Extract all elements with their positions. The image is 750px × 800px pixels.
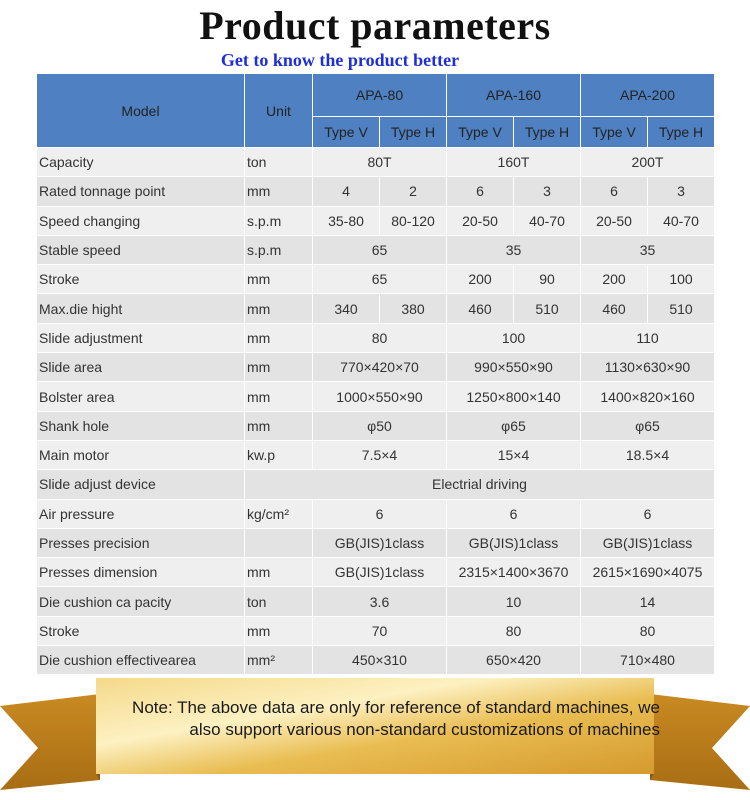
table-cell: 380 — [380, 294, 447, 323]
table-cell: GB(JIS)1class — [313, 558, 447, 587]
table-cell: 990×550×90 — [447, 353, 581, 382]
table-cell: 80T — [313, 148, 447, 177]
table-cell: 35-80 — [313, 206, 380, 235]
table-cell: 450×310 — [313, 646, 447, 675]
table-row — [37, 558, 715, 587]
table-row — [37, 265, 715, 294]
table-cell: 710×480 — [581, 646, 715, 675]
table-cell: 3 — [648, 177, 715, 206]
header-type: Type V — [581, 117, 648, 148]
table-cell: 6 — [447, 177, 514, 206]
table-cell: 510 — [648, 294, 715, 323]
row-label: Speed changing — [37, 206, 245, 235]
table-cell: φ50 — [313, 411, 447, 440]
row-label: Die cushion ca pacity — [37, 587, 245, 616]
table-row — [37, 148, 715, 177]
table-row — [37, 440, 715, 469]
table-cell: φ65 — [447, 411, 581, 440]
table-cell: 340 — [313, 294, 380, 323]
table-cell: 14 — [581, 587, 715, 616]
row-label: Slide area — [37, 353, 245, 382]
table-cell: 1400×820×160 — [581, 382, 715, 411]
table-cell: 6 — [581, 177, 648, 206]
table-cell: 650×420 — [447, 646, 581, 675]
note-text — [100, 697, 660, 741]
table-cell: 160T — [447, 148, 581, 177]
table-cell: 65 — [313, 265, 447, 294]
table-cell: 2615×1690×4075 — [581, 558, 715, 587]
row-unit: mm — [245, 411, 313, 440]
table-row — [37, 587, 715, 616]
header-model: Model — [37, 74, 245, 148]
table-cell: 35 — [447, 235, 581, 264]
row-unit: ton — [245, 148, 313, 177]
note-line-2: also support various non-standard customizations of machines — [189, 720, 660, 739]
table-cell: 65 — [313, 235, 447, 264]
header-type: Type V — [447, 117, 514, 148]
row-unit: s.p.m — [245, 235, 313, 264]
table-cell: 80 — [581, 616, 715, 645]
table-row — [37, 206, 715, 235]
table-cell: 3.6 — [313, 587, 447, 616]
parameters-body — [37, 148, 715, 675]
row-label: Stroke — [37, 616, 245, 645]
table-cell: 1130×630×90 — [581, 353, 715, 382]
row-label: Capacity — [37, 148, 245, 177]
table-cell: 100 — [447, 323, 581, 352]
table-cell: 6 — [581, 499, 715, 528]
header-type: Type V — [313, 117, 380, 148]
table-row — [37, 616, 715, 645]
table-cell: 510 — [514, 294, 581, 323]
table-row — [37, 411, 715, 440]
row-unit: mm — [245, 353, 313, 382]
row-label: Stroke — [37, 265, 245, 294]
parameters-table — [36, 73, 715, 675]
table-row — [37, 177, 715, 206]
row-unit: mm — [245, 265, 313, 294]
table-row — [37, 294, 715, 323]
banner-left-tail — [0, 694, 100, 790]
table-cell: 6 — [313, 499, 447, 528]
table-cell: 35 — [581, 235, 715, 264]
row-unit: kg/cm² — [245, 499, 313, 528]
row-label: Air pressure — [37, 499, 245, 528]
row-label: Shank hole — [37, 411, 245, 440]
row-unit: mm — [245, 294, 313, 323]
table-cell: GB(JIS)1class — [581, 528, 715, 557]
table-cell: 80 — [447, 616, 581, 645]
table-row — [37, 382, 715, 411]
table-cell: 3 — [514, 177, 581, 206]
row-label: Presses precision — [37, 528, 245, 557]
row-label: Max.die hight — [37, 294, 245, 323]
page-subtitle: Get to know the product better — [220, 50, 460, 70]
table-cell: 1250×800×140 — [447, 382, 581, 411]
table-cell: Electrial driving — [245, 470, 715, 499]
page-title: Product parameters — [199, 3, 551, 48]
table-cell: 200T — [581, 148, 715, 177]
header-model-apa-160: APA-160 — [447, 74, 581, 117]
table-cell: 7.5×4 — [313, 440, 447, 469]
table-cell: 100 — [648, 265, 715, 294]
table-row — [37, 646, 715, 675]
header-type: Type H — [380, 117, 447, 148]
table-cell: 20-50 — [581, 206, 648, 235]
row-label: Main motor — [37, 440, 245, 469]
row-label: Presses dimension — [37, 558, 245, 587]
table-row — [37, 470, 715, 499]
row-unit — [245, 528, 313, 557]
row-label: Rated tonnage point — [37, 177, 245, 206]
row-unit: mm — [245, 323, 313, 352]
row-unit: mm — [245, 177, 313, 206]
table-cell: 2 — [380, 177, 447, 206]
table-cell: 6 — [447, 499, 581, 528]
row-unit: mm — [245, 616, 313, 645]
table-row — [37, 499, 715, 528]
note-line-1: Note: The above data are only for reference of standard machines, we — [132, 698, 660, 717]
row-unit: s.p.m — [245, 206, 313, 235]
table-row — [37, 235, 715, 264]
table-cell: 460 — [581, 294, 648, 323]
header-model-apa-80: APA-80 — [313, 74, 447, 117]
row-label: Slide adjust device — [37, 470, 245, 499]
table-cell: 10 — [447, 587, 581, 616]
table-cell: 200 — [581, 265, 648, 294]
row-unit: mm² — [245, 646, 313, 675]
row-label: Bolster area — [37, 382, 245, 411]
header-unit: Unit — [245, 74, 313, 148]
table-cell: 4 — [313, 177, 380, 206]
table-cell: 40-70 — [514, 206, 581, 235]
table-cell: 80-120 — [380, 206, 447, 235]
table-cell: 200 — [447, 265, 514, 294]
row-unit: mm — [245, 382, 313, 411]
table-cell: 20-50 — [447, 206, 514, 235]
header-type: Type H — [648, 117, 715, 148]
table-cell: 70 — [313, 616, 447, 645]
table-cell: 110 — [581, 323, 715, 352]
table-row — [37, 353, 715, 382]
table-cell: 2315×1400×3670 — [447, 558, 581, 587]
row-unit: ton — [245, 587, 313, 616]
table-cell: 90 — [514, 265, 581, 294]
banner-right-tail — [650, 694, 750, 790]
table-cell: GB(JIS)1class — [313, 528, 447, 557]
row-label: Slide adjustment — [37, 323, 245, 352]
row-label: Die cushion effectivearea — [37, 646, 245, 675]
table-row — [37, 528, 715, 557]
table-cell: 460 — [447, 294, 514, 323]
header-model-apa-200: APA-200 — [581, 74, 715, 117]
table-row — [37, 323, 715, 352]
header-type: Type H — [514, 117, 581, 148]
row-unit: kw.p — [245, 440, 313, 469]
table-cell: 80 — [313, 323, 447, 352]
table-cell: GB(JIS)1class — [447, 528, 581, 557]
table-cell: 770×420×70 — [313, 353, 447, 382]
table-cell: 1000×550×90 — [313, 382, 447, 411]
table-cell: 40-70 — [648, 206, 715, 235]
table-cell: 18.5×4 — [581, 440, 715, 469]
table-cell: φ65 — [581, 411, 715, 440]
table-cell: 15×4 — [447, 440, 581, 469]
row-unit: mm — [245, 558, 313, 587]
row-label: Stable speed — [37, 235, 245, 264]
